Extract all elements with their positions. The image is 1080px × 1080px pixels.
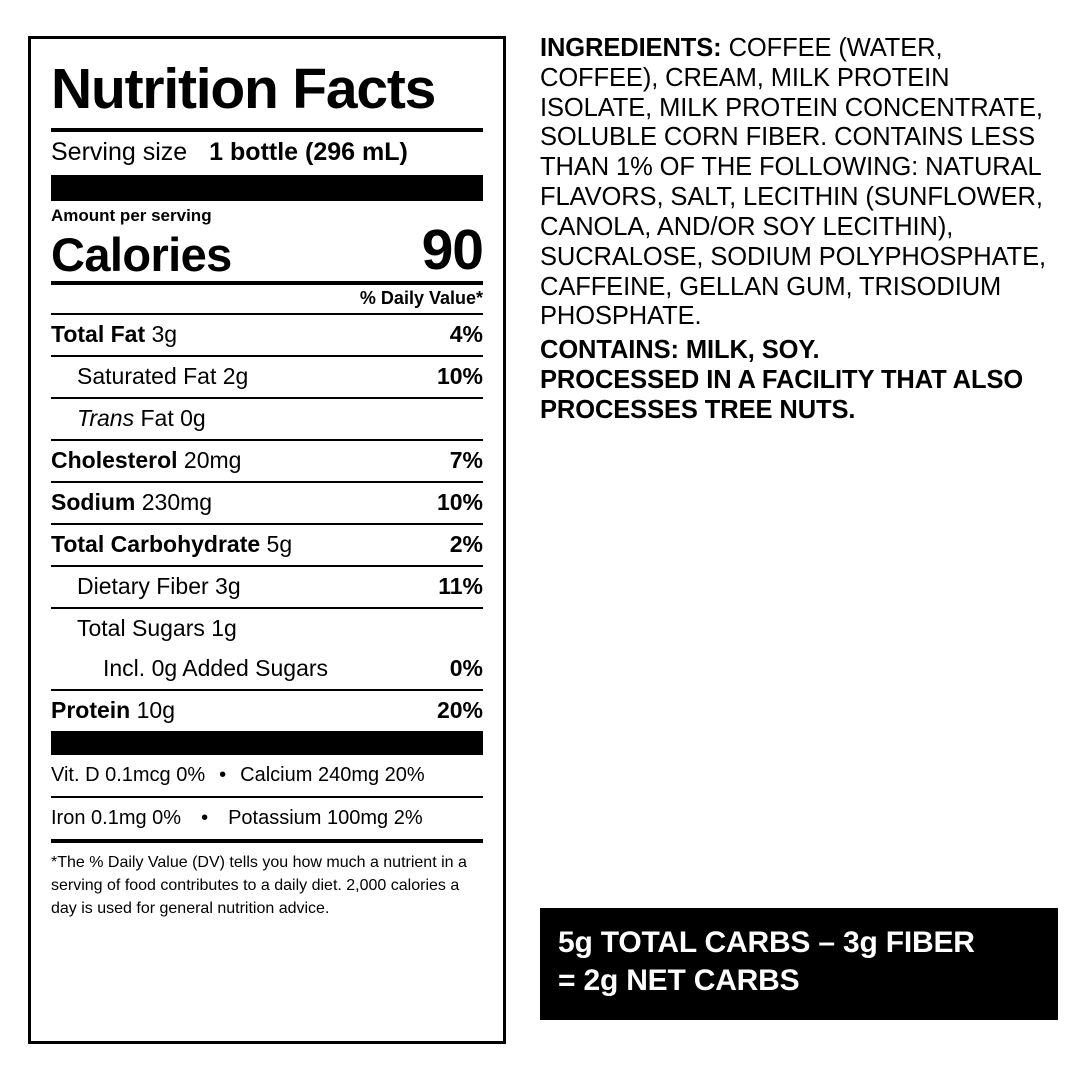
nutrient-name: Cholesterol 20mg [51, 447, 242, 473]
nutrient-dv: 10% [436, 363, 483, 389]
nutrient-name: Total Sugars 1g [77, 615, 237, 641]
table-row [51, 565, 483, 607]
daily-value-header: % Daily Value* [359, 288, 483, 308]
table-row [51, 649, 483, 689]
ingredients-body: COFFEE (WATER, COFFEE), CREAM, MILK PROTEIN ISOLATE, MILK PROTEIN CONCENTRATE, SOLUBLE CORN FIBER. CONTAINS LESS THAN 1% OF THE FOLLOWING: NATURAL FLAVORS, SALT, LECITHIN (SUNFLOWER, CANOLA, AND/OR SOY LECITHIN), SUCRALOSE, SODIUM POLYPHOSPHATE, CAFFEINE, GELLAN GUM, TRISODIUM PHOSPHATE. [540, 34, 1046, 331]
micronutrient-right: Potassium 100mg 2% [228, 807, 423, 829]
table-row [51, 355, 483, 397]
nutrient-name: Sodium 230mg [51, 489, 213, 515]
nutrient-dv: 11% [438, 573, 483, 599]
contains-allergens: CONTAINS: MILK, SOY. [540, 336, 820, 365]
ingredients-heading: INGREDIENTS: [540, 34, 722, 62]
serving-size-value: 1 bottle (296 mL) [209, 138, 408, 166]
serving-size-row [51, 132, 483, 175]
nutrient-name: Total Fat 3g [51, 321, 178, 347]
ingredients-block [540, 34, 1058, 426]
nutrient-dv: 20% [436, 697, 483, 723]
calories-row [51, 218, 483, 282]
nutrient-name: Protein 10g [51, 697, 175, 723]
nutrient-dv: 7% [449, 447, 483, 473]
facility-allergen-note: PROCESSED IN A FACILITY THAT ALSO PROCESSES TREE NUTS. [540, 366, 1024, 424]
table-row [51, 689, 483, 731]
micronutrient-left: Vit. D 0.1mcg 0% [51, 764, 206, 786]
micronutrient-row [51, 753, 483, 796]
net-carbs-line-2: = 2g NET CARBS [558, 963, 800, 997]
nutrient-dv: 2% [449, 531, 483, 557]
nutrient-name: Trans Fat 0g [77, 405, 206, 431]
nutrition-facts-panel [28, 36, 506, 1044]
table-row [51, 439, 483, 481]
micronutrient-left: Iron 0.1mg 0% [51, 807, 182, 829]
net-carbs-line-1: 5g TOTAL CARBS – 3g FIBER [558, 926, 975, 959]
serving-size-label: Serving size [51, 138, 188, 166]
nutrient-name: Incl. 0g Added Sugars [103, 655, 329, 681]
panel-title: Nutrition Facts [51, 57, 436, 121]
micronutrient-right: Calcium 240mg 20% [240, 764, 425, 786]
calories-value: 90 [421, 218, 483, 282]
nutrient-dv: 0% [449, 655, 483, 681]
table-row [51, 481, 483, 523]
micronutrient-row [51, 796, 483, 839]
nutrient-name: Total Carbohydrate 5g [51, 531, 293, 557]
daily-value-footnote: *The % Daily Value (DV) tells you how much a nutrient in a serving of food contributes to a daily diet. 2,000 calories a day is used for general nutrition advice. [51, 839, 483, 921]
bullet-separator-icon: • [219, 764, 227, 786]
amount-per-serving-label: Amount per serving [51, 206, 212, 225]
table-row [51, 607, 483, 649]
table-row [51, 523, 483, 565]
calories-label: Calories [51, 227, 232, 281]
divider-thick-micronutrients [51, 731, 483, 753]
divider-thick-calories [51, 175, 483, 201]
table-row [51, 313, 483, 355]
nutrient-dv: 10% [436, 489, 483, 515]
bullet-separator-icon: • [201, 807, 209, 829]
net-carbs-callout [540, 908, 1058, 1020]
nutrient-name: Saturated Fat 2g [77, 363, 249, 389]
nutrient-name: Dietary Fiber 3g [77, 573, 241, 599]
nutrient-dv: 4% [449, 321, 483, 347]
table-row [51, 397, 483, 439]
